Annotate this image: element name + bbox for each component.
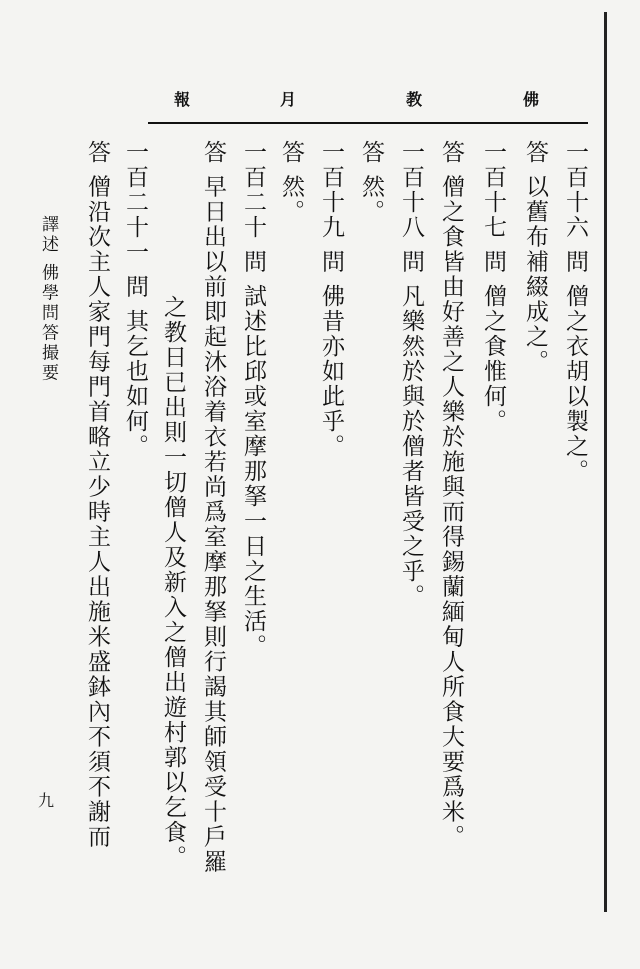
right-border-rule <box>604 12 607 912</box>
text-column-8: 答 然。 <box>278 140 304 225</box>
text-column-1: 一百十六 問 僧之衣胡以製之。 <box>562 140 588 484</box>
margin-title: 譯述 佛學問答撮要 <box>38 215 58 384</box>
text-column-12: 一百二十一 問 其乞也如何。 <box>122 140 148 459</box>
header-char-3: 月 <box>280 90 297 109</box>
text-column-9: 一百二十 問 試述比邱或室摩那拏一日之生活。 <box>240 140 266 659</box>
page-number: 九 <box>38 791 55 810</box>
header-char-1: 佛 <box>523 90 540 109</box>
text-column-4: 答 僧之食皆由好善之人樂於施與而得錫蘭緬甸人所食大要爲米。 <box>438 140 464 850</box>
text-column-10: 答 早日出以前即起沐浴着衣若尚爲室摩那拏則行謁其師領受十戶羅 <box>200 140 226 875</box>
header-char-4: 報 <box>174 90 191 109</box>
text-column-5: 一百十八 問 凡樂然於與於僧者皆受之乎。 <box>398 140 424 609</box>
text-column-13: 答 僧沿次主人家門每門首略立少時主人出施米盛鉢內不須不謝而 <box>84 140 110 850</box>
header-char-2: 教 <box>406 90 423 109</box>
text-column-2: 答 以舊布補綴成之。 <box>522 140 548 375</box>
text-column-3: 一百十七 問 僧之食惟何。 <box>480 140 506 434</box>
running-header <box>148 92 568 132</box>
text-column-11: 之教日已出則一切僧人及新入之僧出遊村郭以乞食。 <box>160 295 186 870</box>
text-column-7: 一百十九 問 佛昔亦如此乎。 <box>318 140 344 459</box>
text-column-6: 答 然。 <box>358 140 384 225</box>
header-rule <box>148 122 588 124</box>
